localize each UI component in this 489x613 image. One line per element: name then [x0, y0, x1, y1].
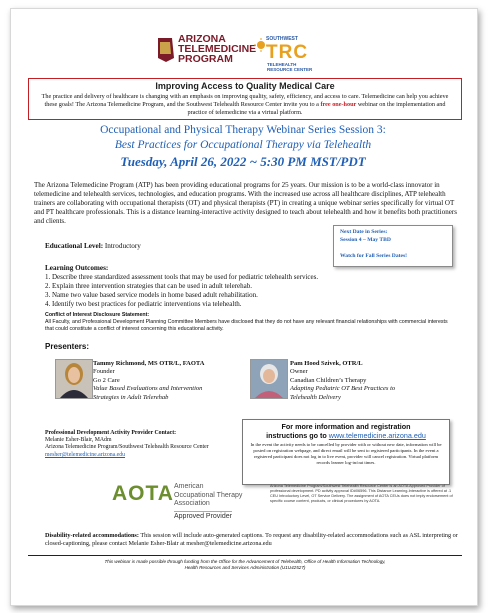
disability-body: This session will include auto-generated captions. To request any disability-related accommodations such as ASL interpreting or closed-captioning, please contact Melanie Esher-Blair at mesher@telemedicine.arizona.edu — [45, 532, 458, 547]
banner-body-pre: The practice and delivery of healthcare is changing with an emphasis on improving quality, safety, efficiency, and access to care. Telemedicine can help you achieve these goals! The Arizona Telemedicine Program, and the Southwest Telehealth Resource Center invite you to a — [41, 93, 449, 108]
list-item: 2. Explain three intervention strategies that can be used in adult telerehab. — [45, 282, 253, 290]
registration-heading-line2: instructions go to — [266, 431, 327, 440]
aota-statement: Arizona Telemedicine Program/Southwest Telehealth Resource Center is an AOTA Approved Provider of professional development. PD activity approval ID#06596. This Distance Learning-Interactive is offered at .1 CEU Introductory Level, OT Service Delivery. The assignment of AOTA CEUs does not imply endorsement of specific course content, products, or clinical procedures by AOTA. — [270, 484, 453, 503]
list-item: 1. Describe three standardized assessment tools that may be used for pediatric telehealth services. — [45, 273, 319, 281]
trc-logo — [254, 34, 320, 74]
session-date: Tuesday, April 26, 2022 ~ 5:30 PM MST/PDT — [120, 154, 366, 169]
educational-level — [45, 242, 141, 250]
banner-body — [35, 93, 455, 117]
aota-logo — [112, 480, 252, 530]
trc-logo-top: SOUTHWEST — [266, 36, 298, 42]
banner-highlight: free one-hour — [320, 101, 357, 108]
trc-logo-big: TRC — [266, 42, 309, 63]
registration-heading — [243, 422, 449, 440]
presenter-photo-image — [251, 360, 287, 398]
footer-line2: Health Resources and Services Administration (U1U42527) — [184, 565, 306, 570]
coi-body: All Faculty, and Professional Development Planning Committee Members have disclosed that they do not have any relevant financial relationships with commercial interests that could constitute a conflict of interest concerning this educational activity. — [45, 319, 448, 332]
intro-banner — [28, 78, 462, 120]
banner-body-post: webinar on the implementation and practice of telemedicine via a virtual platform. — [187, 101, 446, 116]
presenter-info-richmond — [93, 360, 243, 402]
provider-contact-name: Melanie Esher-Blair, MAdm — [45, 437, 112, 444]
session-title: Best Practices for Occupational Therapy via Telehealth — [114, 139, 372, 151]
atp-logo-line2: TELEMEDICINE — [178, 43, 257, 55]
next-date-box — [333, 225, 453, 267]
atp-logo — [156, 33, 257, 74]
coi-label: Conflict of Interest Disclosure Statement: — [45, 312, 150, 318]
learning-outcomes-list — [45, 273, 318, 309]
registration-heading-line1: For more information and registration — [281, 422, 411, 431]
footer-line1: This webinar is made possible through funding from the Office for the Advancement of Telehealth, Office of Health Information Technology, — [104, 559, 386, 564]
intro-paragraph: The Arizona Telemedicine Program (ATP) has been providing educational programs for 25 years. Our mission is to be a world-class innovator in telemedicine and telehealth services, technologies, and education programs. With the increased use across all healthcare disciplines, ATP telehealth trainers are collaborating with occupational therapists (OT) and physical therapists (PT) in creating a unique webinar series specifically for virtual OT and PT healthcare professionals. This is a distance learning-interactive activity designed to teach about telehealth and how it benefits both practitioners and clients. — [34, 181, 457, 225]
next-date-label: Next Date in Series: — [340, 229, 388, 235]
presenter-role: Founder — [93, 368, 115, 376]
trc-logo-bottom2: RESOURCE CENTER — [267, 67, 313, 72]
presenter-name: Tammy Richmond, MS OTR/L, FAOTA — [93, 360, 205, 367]
next-date-value: Session 4 – May TBD — [340, 237, 391, 243]
presenter-talk-title: Value Based Evaluations and Intervention — [93, 385, 203, 393]
presenters-label: Presenters: — [45, 342, 90, 351]
presenter-info-szivek — [290, 360, 440, 402]
disability-accommodations — [45, 532, 461, 548]
educational-level-value: Introductory — [104, 242, 141, 250]
atp-logo-line3: PROGRAM — [178, 53, 233, 65]
presenter-talk-title: Telehealth Delivery — [290, 393, 341, 401]
registration-url-link[interactable]: www.telemedicine.arizona.edu — [328, 431, 426, 440]
presenter-photo-richmond — [55, 359, 93, 399]
aota-logo-letters: AOTA — [112, 482, 174, 505]
presenter-role: Owner — [290, 368, 308, 376]
presenter-talk-title: Adapting Pediatric OT Best Practices to — [290, 385, 396, 393]
educational-level-label: Educational Level: — [45, 242, 104, 250]
provider-email-link[interactable]: mesher@telemedicine.arizona.edu — [45, 451, 126, 458]
provider-contact-org: Arizona Telemedicine Program/Southwest Telehealth Resource Center — [45, 444, 209, 451]
cancellation-policy: In the event the activity needs to be cancelled by provider with or without new date, information will be posted on registration webpage, and direct email will be sent to registered participants. In the event a registered participant does not log in to live event, provider will cancel registration. Virtual platform records learner log-in/out times. — [250, 442, 442, 465]
trc-logo-bottom1: TELEHEALTH — [267, 62, 297, 67]
arizona-map-icon — [156, 36, 176, 64]
presenter-talk-title: Strategies in Adult Telerehab — [93, 393, 169, 401]
funding-footer — [28, 555, 462, 576]
aota-name-line3: Association — [174, 500, 210, 507]
presenter-photo-szivek — [250, 359, 288, 399]
list-item: 3. Name two value based service models in home based adult rehabilitation. — [45, 291, 258, 299]
presenter-org: Go 2 Care — [93, 376, 120, 384]
presenter-name: Pam Hood Szivek, OTR/L — [290, 360, 363, 367]
provider-contact-label: Professional Development Activity Provider Contact: — [45, 430, 177, 436]
registration-info-box — [242, 419, 450, 485]
presenter-org: Canadian Children’s Therapy — [290, 376, 367, 384]
banner-title: Improving Access to Quality Medical Care — [155, 81, 335, 91]
provider-contact — [45, 430, 260, 459]
next-date-note: Watch for Fall Series Dates! — [340, 253, 408, 259]
presenter-photo-image — [56, 360, 92, 398]
aota-name-line1: American — [174, 483, 204, 490]
learning-outcomes-label: Learning Outcomes: — [45, 264, 109, 272]
list-item: 4. Identify two best practices for pediatric interventions via telehealth. — [45, 300, 242, 308]
disability-label: Disability-related accommodations: — [45, 532, 139, 539]
aota-name-line2: Occupational Therapy — [174, 491, 243, 499]
atp-logo-line1: ARIZONA — [178, 33, 226, 45]
aota-approved-provider: Approved Provider — [174, 513, 232, 520]
series-title: Occupational and Physical Therapy Webinar Series Session 3: — [100, 124, 386, 136]
